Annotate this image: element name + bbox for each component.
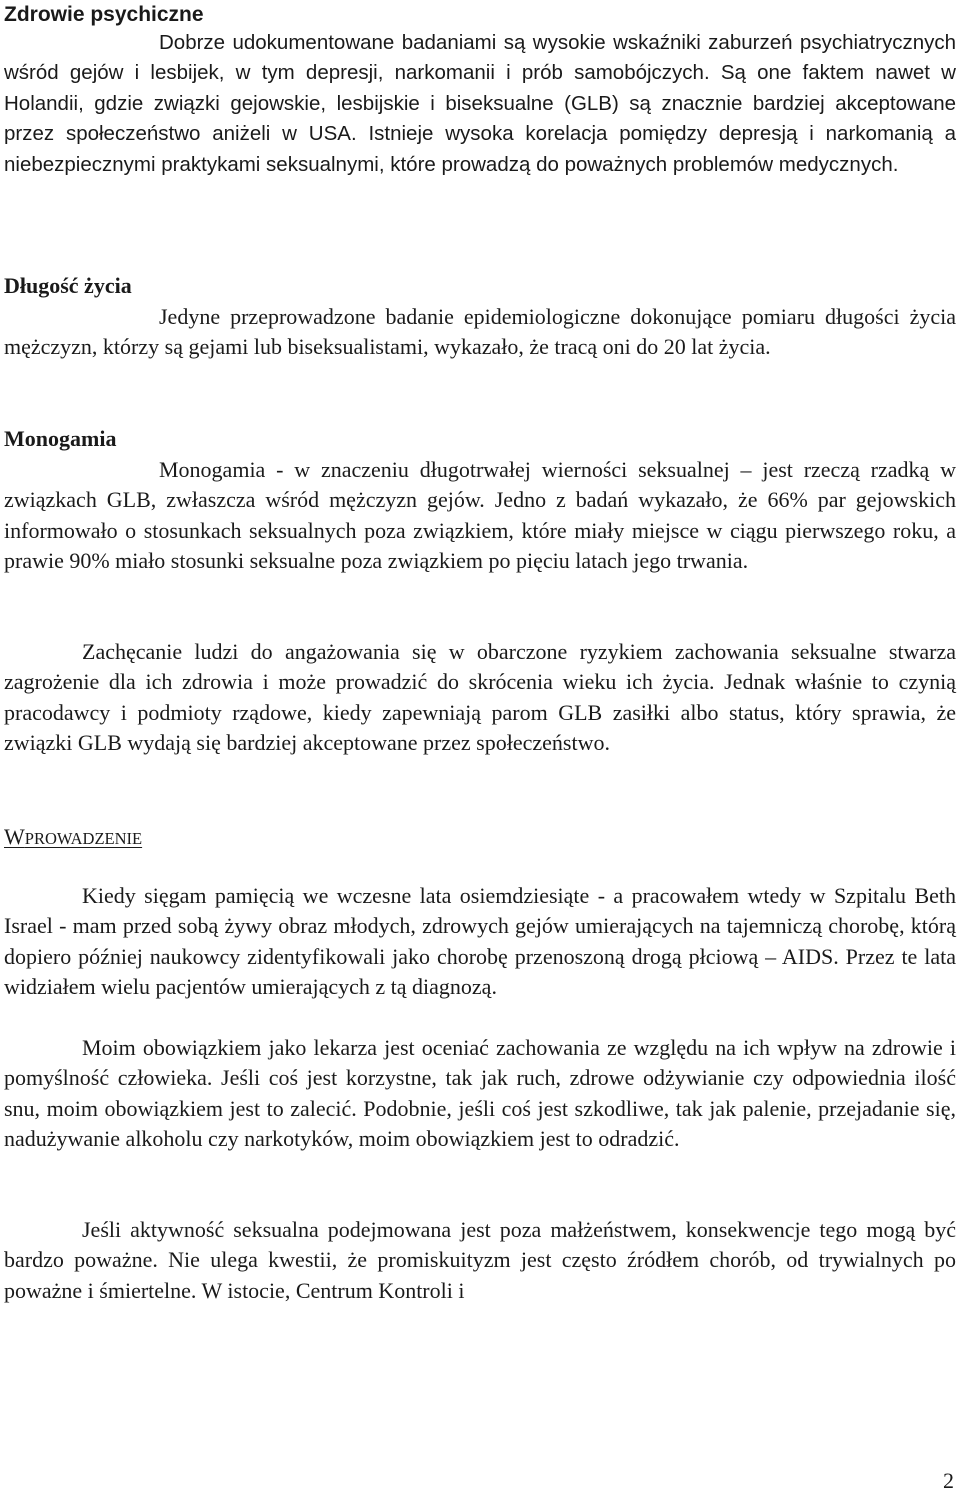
heading-introduction-initial: W [4,824,25,849]
paragraph-monogamy: Monogamia - w znaczeniu długotrwałej wierności seksualnej – jest rzeczą rzadką w związkach GLB, zwłaszcza wśród mężczyzn gejów. Jedno z badań wykazało, że 66% par gejowskich informowało o stosunkach seksualnych poza związkiem, które miały miejsce w ciągu pierwszego roku, a prawie 90% miało stosunki seksualne poza związkiem po pięciu latach jego trwania. [4,457,956,574]
intro-paragraph-1: Kiedy sięgam pamięcią we wczesne lata osiemdziesiąte - a pracowałem wtedy w Szpitalu Beth Israel - mam przed sobą żywy obraz młodych, zdrowych gejów umierających na tajemniczą chorobę, którą dopiero później naukowcy zidentyfikowali jako chorobę przenoszoną drogą płciową – AIDS. Przez te lata widziałem wielu pacjentów umierających z tą diagnozą. [4,883,956,1000]
page-number: 2 [943,1468,954,1493]
heading-life-expectancy: Długość życia [4,273,132,298]
heading-introduction-rest: PROWADZENIE [24,829,143,848]
heading-monogamy: Monogamia [4,426,117,451]
heading-mental-health: Zdrowie psychiczne [4,3,204,26]
paragraph-encouragement: Zachęcanie ludzi do angażowania się w obarczone ryzykiem zachowania seksualne stwarza zagrożenie dla ich zdrowia i może prowadzić do skrócenia wieku ich życia. Jednak właśnie to czynią pracodawcy i podmioty rządowe, kiedy zapewniają parom GLB zasiłki albo status, który sprawia, że związki GLB wydają się bardziej akceptowane przez społeczeństwo. [4,639,956,756]
intro-paragraph-2: Moim obowiązkiem jako lekarza jest oceniać zachowania ze względu na ich wpływ na zdrowie i pomyślność człowieka. Jeśli coś jest korzystne, tak jak ruch, zdrowe odżywianie czy odpowiednia ilość snu, moim obowiązkiem jest to zalecić. Podobnie, jeśli coś jest szkodliwe, tak jak palenie, przejadanie się, nadużywanie alkoholu czy narkotyków, moim obowiązkiem jest to odradzić. [4,1035,956,1152]
paragraph-mental-health: Dobrze udokumentowane badaniami są wysokie wskaźniki zaburzeń psychiatrycznych wśród gejów i lesbijek, w tym depresji, narkomanii i prób samobójczych. Są one faktem nawet w Holandii, gdzie związki gejowskie, lesbijskie i biseksualne (GLB) są znacznie bardziej akceptowane przez społeczeństwo aniżeli w USA. Istnieje wysoka korelacja pomiędzy depresją i narkomanią a niebezpiecznymi praktykami seksualnymi, które prowadzą do poważnych problemów medycznych. [4,31,956,176]
heading-introduction [4,822,956,854]
paragraph-life-expectancy: Jedyne przeprowadzone badanie epidemiologiczne dokonujące pomiaru długości życia mężczyzn, którzy są gejami lub biseksualistami, wykazało, że tracą oni do 20 lat życia. [4,304,956,360]
intro-paragraph-3: Jeśli aktywność seksualna podejmowana jest poza małżeństwem, konsekwencje tego mogą być bardzo poważne. Nie ulega kwestii, że promiskuityzm jest często źródłem chorób, od trywialnych po poważne i śmiertelne. W istocie, Centrum Kontroli i [4,1217,956,1303]
